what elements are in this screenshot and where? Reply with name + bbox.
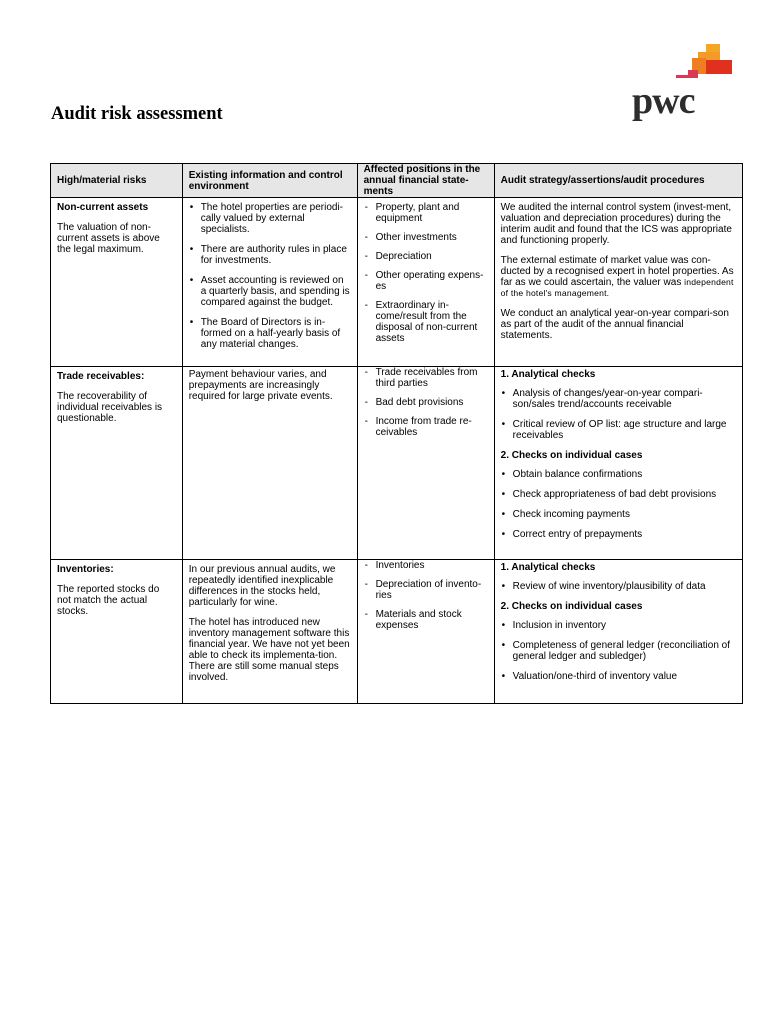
positions-list [364, 202, 488, 344]
strategy-text: The external estimate of market value was con-ducted by a recognised expert in hotel properties. As far as we could ascertain, the valuer was [500, 255, 734, 288]
header-positions: Affected positions in the annual financial state-ments [357, 164, 494, 198]
list-item: • Review of wine inventory/plausibility of data [501, 581, 736, 592]
strategy-cell [494, 198, 742, 367]
strategy-paragraph: We conduct an analytical year-on-year compari-son as part of the audit of the annual financial statements. [500, 308, 729, 341]
positions-cell [357, 560, 494, 704]
strategy-heading: 2. Checks on individual cases [500, 450, 643, 461]
risk-title: Non-current assets [57, 202, 149, 213]
list-item: - Other investments [364, 232, 488, 243]
table-row [51, 367, 743, 560]
positions-cell [357, 367, 494, 560]
list-item: • The Board of Directors is in-formed on a half-yearly basis of any material changes. [189, 317, 351, 350]
risk-title: Inventories: [57, 564, 114, 575]
header-strategy: Audit strategy/assertions/audit procedures [494, 164, 742, 198]
environment-cell [182, 198, 357, 367]
logo-block-red [706, 60, 732, 74]
table-header-row [51, 164, 743, 198]
header-environment: Existing information and control environment [182, 164, 357, 198]
strategy-text-small: independent of the hotel's management. [500, 277, 734, 298]
list-item: • Valuation/one-third of inventory value [501, 671, 736, 682]
list-item: - Depreciation [364, 251, 488, 262]
strategy-list [501, 620, 736, 682]
list-item: • Asset accounting is reviewed on a quarterly basis, and spending is compared against the budget. [189, 275, 351, 308]
list-item: • Analysis of changes/year-on-year compari-son/sales trend/accounts receivable [501, 388, 736, 410]
positions-list [364, 560, 488, 631]
list-item: • Inclusion in inventory [501, 620, 736, 631]
risk-cell [51, 198, 183, 367]
strategy-heading: 2. Checks on individual cases [500, 601, 643, 612]
list-item: • Check appropriateness of bad debt provisions [501, 489, 736, 500]
list-item: • Check incoming payments [501, 509, 736, 520]
list-item: - Bad debt provisions [364, 397, 488, 408]
environment-cell [182, 367, 357, 560]
table-row [51, 198, 743, 367]
risk-cell [51, 560, 183, 704]
positions-cell [357, 198, 494, 367]
header-risks: High/material risks [51, 164, 183, 198]
strategy-paragraph [501, 255, 736, 299]
pwc-logo [630, 44, 734, 120]
logo-wordmark: pwc [632, 80, 695, 122]
risk-title: Trade receivables: [57, 371, 145, 382]
audit-risk-table [50, 163, 743, 704]
list-item: • There are authority rules in place for investments. [189, 244, 351, 266]
list-item: • Critical review of OP list: age structure and large receivables [501, 419, 736, 441]
strategy-heading: 1. Analytical checks [500, 369, 596, 380]
strategy-heading: 1. Analytical checks [500, 562, 596, 573]
list-item: - Inventories [364, 560, 488, 571]
strategy-cell [494, 367, 742, 560]
strategy-list [501, 581, 736, 592]
strategy-paragraph: We audited the internal control system (invest-ment, valuation and depreciation procedures) during the interim audit and found that the ICS was appropriate and functioning properly. [500, 202, 732, 246]
list-item: - Other operating expens-es [364, 270, 488, 292]
environment-paragraph: In our previous annual audits, we repeatedly identified inexplicable differences in the stocks held, particularly for wine. [188, 564, 336, 608]
list-item: - Property, plant and equipment [364, 202, 488, 224]
list-item: • The hotel properties are periodi-cally valued by external specialists. [189, 202, 351, 235]
logo-block-line [676, 75, 692, 78]
positions-list [364, 367, 488, 438]
list-item: - Trade receivables from third parties [364, 367, 488, 389]
environment-list [189, 202, 351, 350]
risk-description: The valuation of non-current assets is above the legal maximum. [57, 222, 160, 255]
table-row [51, 560, 743, 704]
list-item: • Correct entry of prepayments [501, 529, 736, 540]
environment-text: Payment behaviour varies, and prepayments are increasingly required for large private events. [188, 369, 333, 402]
risk-description: The recoverability of individual receivables is questionable. [57, 391, 163, 424]
list-item: • Completeness of general ledger (reconciliation of general ledger and subledger) [501, 640, 736, 662]
strategy-list [501, 469, 736, 540]
risk-description: The reported stocks do not match the actual stocks. [57, 584, 160, 617]
list-item: - Materials and stock expenses [364, 609, 488, 631]
strategy-cell [494, 560, 742, 704]
list-item: - Income from trade re-ceivables [364, 416, 488, 438]
risk-cell [51, 367, 183, 560]
strategy-list [501, 388, 736, 441]
environment-cell [182, 560, 357, 704]
environment-paragraph: The hotel has introduced new inventory management software this financial year. We have not yet been able to check its implementa-tion. There are still some manual steps involved. [188, 617, 350, 683]
list-item: • Obtain balance confirmations [501, 469, 736, 480]
page-title: Audit risk assessment [51, 104, 223, 124]
list-item: - Extraordinary in-come/result from the disposal of non-current assets [364, 300, 488, 344]
list-item: - Depreciation of invento-ries [364, 579, 488, 601]
